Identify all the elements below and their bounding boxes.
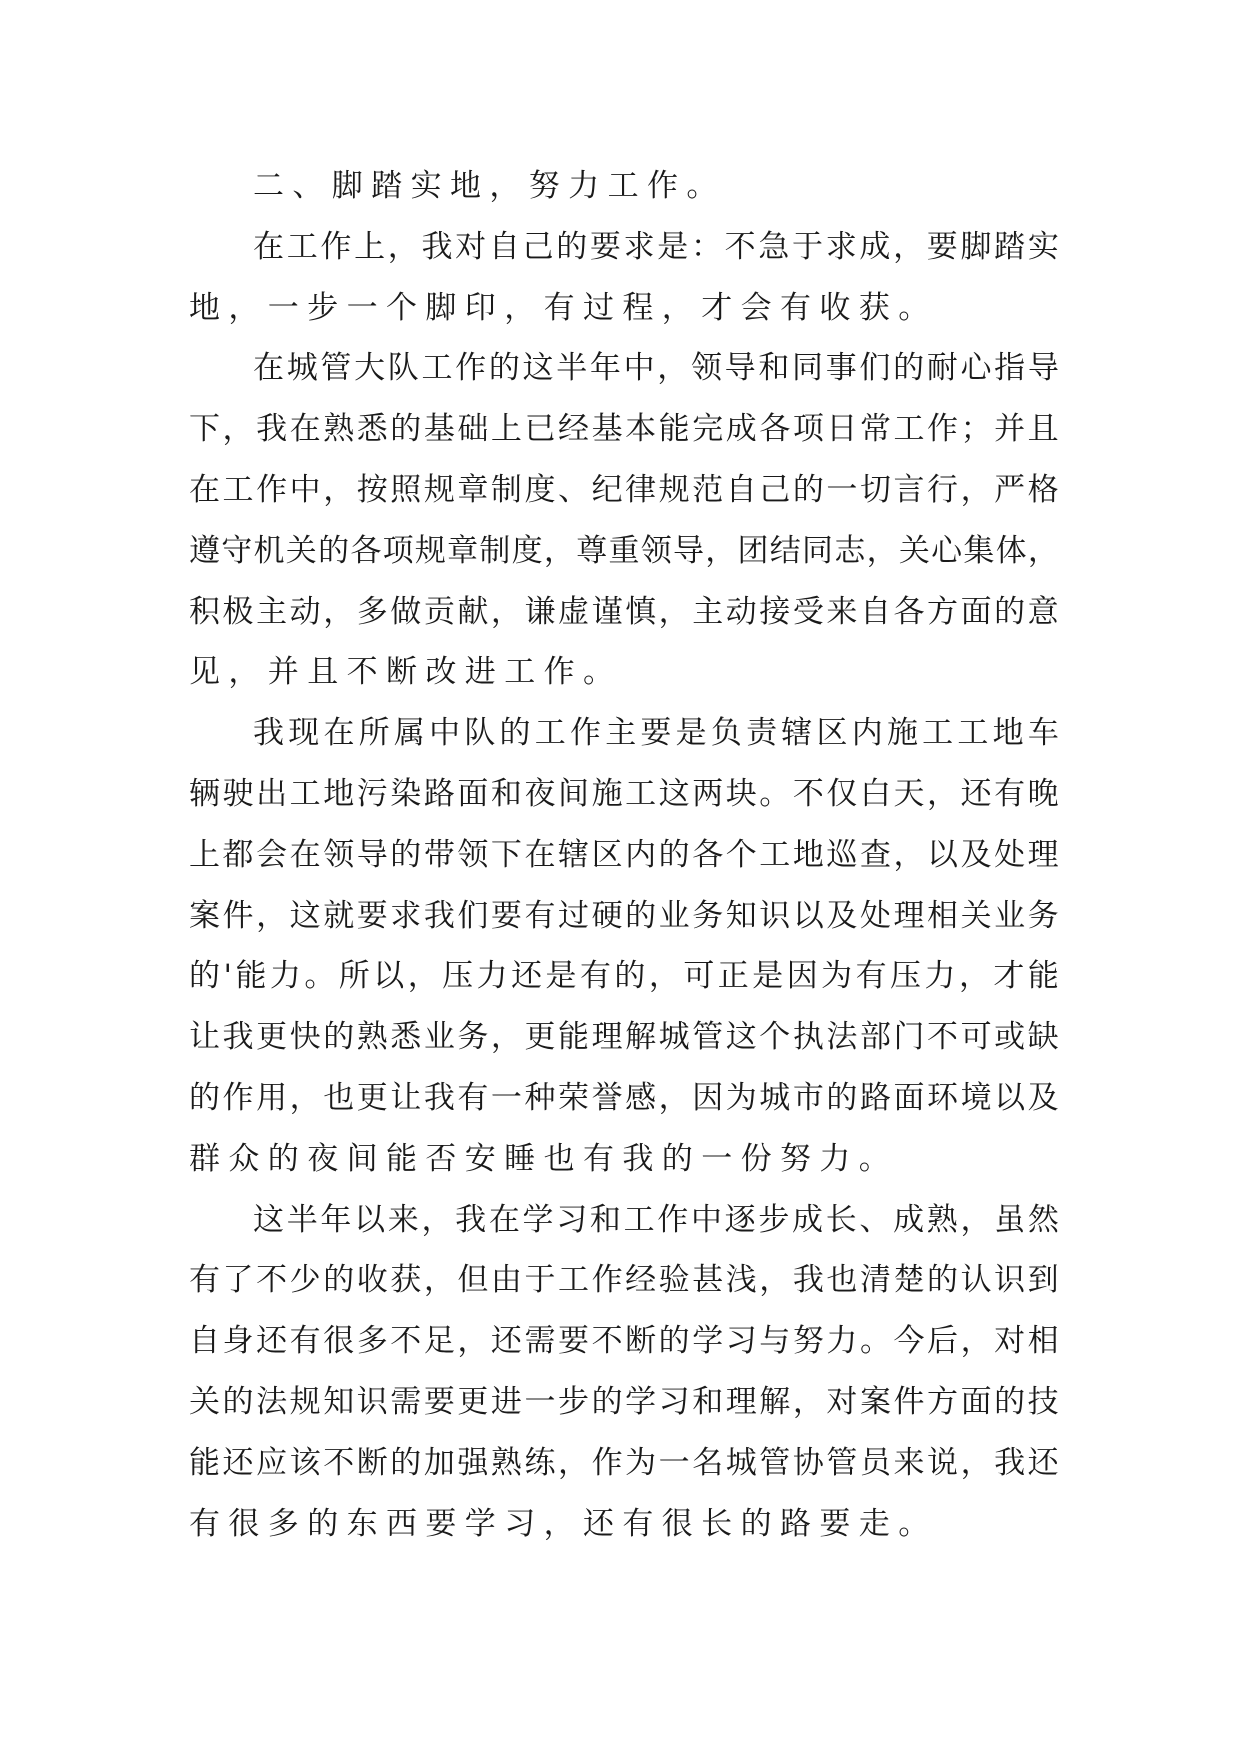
- text-line: 关 的 法 规 知 识 需 要 更 进 一 步 的 学 习 和 理 解 ， 对 案 件 方 面 的 技: [189, 1383, 1059, 1420]
- text-line: 遵 守 机 关 的 各 项 规 章 制 度 ， 尊 重 领 导 ， 团 结 同 志 ， 关 心 集 体 ，: [189, 532, 1059, 569]
- text-line: 二、脚踏实地，努力工作。: [253, 168, 726, 204]
- text-line: 有 了 不 少 的 收 获 ， 但 由 于 工 作 经 验 甚 浅 ， 我 也 清 楚 的 认 识 到: [189, 1262, 1059, 1299]
- text-line: 让 我 更 快 的 熟 悉 业 务 ， 更 能 理 解 城 管 这 个 执 法 部 门 不 可 或 缺: [189, 1019, 1059, 1056]
- text-line: 有很多的东西要学习，还有很长的路要走。: [189, 1505, 938, 1542]
- text-line: 案 件 ， 这 就 要 求 我 们 要 有 过 硬 的 业 务 知 识 以 及 处 理 相 关 业 务: [189, 897, 1059, 934]
- text-line: 在 城 管 大 队 工 作 的 这 半 年 中 ， 领 导 和 同 事 们 的 耐 心 指 导: [253, 350, 1059, 387]
- text-line: 自 身 还 有 很 多 不 足 ， 还 需 要 不 断 的 学 习 与 努 力 。 今 后 ， 对 相: [189, 1323, 1059, 1360]
- text-line: 上 都 会 在 领 导 的 带 领 下 在 辖 区 内 的 各 个 工 地 巡 查 ， 以 及 处 理: [189, 836, 1059, 873]
- text-line: 的 ' 能 力 。 所 以 ， 压 力 还 是 有 的 ， 可 正 是 因 为 有 压 力 ， 才 能: [189, 958, 1059, 995]
- text-line: 辆 驶 出 工 地 污 染 路 面 和 夜 间 施 工 这 两 块 。 不 仅 白 天 ， 还 有 晚: [189, 775, 1059, 812]
- text-line: 的 作 用 ， 也 更 让 我 有 一 种 荣 誉 感 ， 因 为 城 市 的 路 面 环 境 以 及: [189, 1079, 1059, 1116]
- text-line: 下 ， 我 在 熟 悉 的 基 础 上 已 经 基 本 能 完 成 各 项 日 常 工 作 ； 并 且: [189, 411, 1059, 448]
- text-line: 群众的夜间能否安睡也有我的一份努力。: [189, 1140, 899, 1177]
- text-line: 在 工 作 中 ， 按 照 规 章 制 度 、 纪 律 规 范 自 己 的 一 切 言 行 ， 严 格: [189, 471, 1059, 508]
- text-line: 见，并且不断改进工作。: [189, 654, 623, 691]
- text-line: 我 现 在 所 属 中 队 的 工 作 主 要 是 负 责 辖 区 内 施 工 工 地 车: [253, 715, 1059, 752]
- text-line: 在 工 作 上 ， 我 对 自 己 的 要 求 是 ： 不 急 于 求 成 ， 要 脚 踏 实: [253, 228, 1059, 265]
- text-line: 能 还 应 该 不 断 的 加 强 熟 练 ， 作 为 一 名 城 管 协 管 员 来 说 ， 我 还: [189, 1444, 1059, 1481]
- text-line: 这 半 年 以 来 ， 我 在 学 习 和 工 作 中 逐 步 成 长 、 成 熟 ， 虽 然: [253, 1201, 1059, 1238]
- text-line: 地，一步一个脚印，有过程，才会有收获。: [189, 289, 938, 326]
- document-body: [189, 156, 1059, 1554]
- text-line: 积 极 主 动 ， 多 做 贡 献 ， 谦 虚 谨 慎 ， 主 动 接 受 来 自 各 方 面 的 意: [189, 593, 1059, 630]
